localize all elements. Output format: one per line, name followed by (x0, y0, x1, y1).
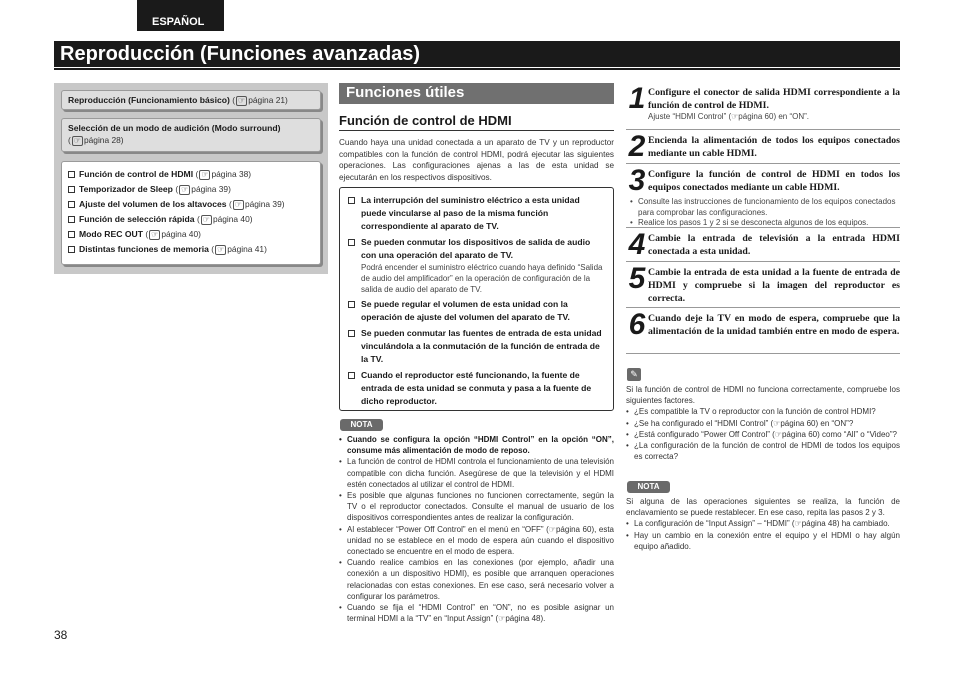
feature-item: Se pueden conmutar las fuentes de entrada de esta unidad vinculándola a la conmutación de la función de entrada de la TV. (348, 327, 603, 366)
hand-pointer-icon: ☞ (202, 215, 210, 224)
step-3 (626, 164, 900, 228)
note-item: • Cuando se configura la opción “HDMI Control” en la opción “ON”, consume más alimentación de modo de reposo. (339, 434, 614, 456)
tip-item: • ¿Se ha configurado el “HDMI Control” (☞página 60) en “ON”? (626, 418, 900, 429)
hand-pointer-icon: ☞ (73, 136, 81, 145)
nav-item-quick-select[interactable]: Función de selección rápida ( ☞ página 40) (68, 213, 314, 228)
intro-paragraph: Cuando haya una unidad conectada a un aparato de TV y un reproductor compatibles con la función de control HDMI, podrá ejecutar las siguientes operaciones. Las configuraciones ajenas a las de esta unidad se ejecutarán en los respectivos dispositivos. (339, 138, 614, 182)
subsection-heading: Función de control de HDMI (339, 113, 512, 128)
step-number: 6 (628, 308, 646, 341)
step-text: Cuando deje la TV en modo de espera, compruebe que la alimentación de la unidad también entre en modo de espera. (648, 313, 900, 337)
checkbox-icon (68, 246, 75, 253)
step-bullet: • Consulte las instrucciones de funcionamiento de los equipos conectados para comprobar las configuraciones. (630, 197, 900, 218)
section-heading: Funciones útiles (339, 83, 614, 104)
nav-card-surround-mode[interactable] (61, 118, 321, 152)
reset-item: • Hay un cambio en la conexión entre el equipo y el HDMI o hay algún equipo añadido. (626, 530, 900, 552)
checkbox-icon (348, 301, 355, 308)
reset-item: • La configuración de “Input Assign” – “HDMI” (☞página 48) ha cambiado. (626, 518, 900, 529)
step-2 (626, 130, 900, 164)
step-1 (626, 82, 900, 130)
tips-intro: Si la función de control de HDMI no funciona correctamente, compruebe los siguientes factores. (626, 385, 900, 406)
step-text: Encienda la alimentación de todos los equipos conectados mediante un cable HDMI. (648, 135, 900, 159)
features-box (339, 187, 614, 411)
step-detail: Ajuste “HDMI Control” (☞página 60) en “ON”. (648, 112, 809, 121)
nav-item-sleep-timer[interactable]: Temporizador de Sleep ( ☞ página 39) (68, 183, 314, 198)
hand-pointer-icon: ☞ (181, 185, 189, 194)
pencil-icon: ✎ (627, 368, 641, 381)
subsection-divider (339, 130, 614, 131)
note-item: • Cuando se fija el “HDMI Control” en “ON”, no es posible asignar un terminal HDMI a la “TV” en “Input Assign” (☞página 48). (339, 602, 614, 624)
note-item: • La función de control de HDMI controla el funcionamiento de una televisión compatible con dicha función. Asegúrese de que la televisión y el HDMI estén conectados al utilizar el control de HDMI. (339, 456, 614, 490)
hand-pointer-icon: ☞ (217, 245, 225, 254)
nota-badge: NOTA (627, 481, 670, 493)
page-number: 38 (54, 628, 68, 642)
checkbox-icon (348, 239, 355, 246)
page-ref: ( ☞ página 28) (68, 135, 124, 145)
checkbox-icon (68, 201, 75, 208)
tip-item: • ¿Está configurado “Power Off Control” (☞página 60) como “All” o “Video”? (626, 429, 900, 440)
nav-card-advanced-list (61, 161, 321, 265)
checkbox-icon (348, 197, 355, 204)
tip-item: • ¿La configuración de la función de control de HDMI de todos los equipos es correcta? (626, 440, 900, 462)
note-item: • Cuando realice cambios en las conexiones (por ejemplo, añadir una conexión a un dispositivo HDMI), es posible que arranquen operaciones relacionadas con estas conexiones. En ese caso, será necesario volver a configurar los parámetros. (339, 557, 614, 602)
step-text: Configure la función de control de HDMI en todos los equipos conectados mediante un cable HDMI. (648, 169, 900, 193)
feature-note: Podrá encender el suministro eléctrico cuando haya definido “Salida de audio del amplificador” en la operación de configuración de la salida de audio del aparato de TV. (361, 263, 603, 294)
note-item: • Al establecer “Power Off Control” en el menú en “OFF” (☞página 60), esta unidad no se establece en el modo de espera aún cuando el dispositivo conectado se encuentre en el modo de espera. (339, 524, 614, 558)
checkbox-icon (68, 171, 75, 178)
step-text: Cambie la entrada de televisión a la entrada HDMI conectada a esta unidad. (648, 233, 900, 257)
step-text: Configure el conector de salida HDMI correspondiente a la función de control de HDMI. (648, 87, 900, 111)
hand-pointer-icon: ☞ (238, 96, 246, 105)
related-pages-panel (54, 83, 328, 274)
step-bullet: • Realice los pasos 1 y 2 si se desconecta algunos de los equipos. (630, 218, 900, 229)
nav-card-label: Selección de un modo de audición (Modo surround) (68, 123, 281, 133)
step-text: Cambie la entrada de esta unidad a la fuente de entrada de HDMI y compruebe si la imagen del reproductor es correcta. (648, 267, 900, 304)
reset-notes (626, 496, 900, 552)
feature-item: La interrupción del suministro eléctrico a esta unidad puede vincularse al paso de la misma función correspondiente al aparato de TV. (348, 194, 603, 233)
feature-item: Se puede regular el volumen de esta unidad con la operación de ajuste del volumen del aparato de TV. (348, 298, 603, 324)
note-item: • Es posible que algunas funciones no funcionen correctamente, según la TV o el reproductor conectados. Consulte el manual de usuario de los dispositivos correspondientes antes de realizar la configuración. (339, 490, 614, 524)
page-ref: ( ☞ página 21) (232, 95, 288, 105)
reset-intro: Si alguna de las operaciones siguientes se realiza, la función de enclavamiento se puede restablecer. En ese caso, repita las pasos 2 y 3. (626, 497, 900, 518)
step-number: 2 (628, 130, 646, 163)
step-4 (626, 228, 900, 262)
checkbox-icon (68, 216, 75, 223)
nav-item-hdmi-control[interactable]: Función de control de HDMI ( ☞ página 38) (68, 168, 314, 183)
step-5 (626, 262, 900, 308)
language-tab: ESPAÑOL (137, 0, 224, 31)
hand-pointer-icon: ☞ (151, 230, 159, 239)
checkbox-icon (68, 231, 75, 238)
nav-item-memory-functions[interactable]: Distintas funciones de memoria ( ☞ página 41) (68, 243, 314, 258)
step-6 (626, 308, 900, 354)
nav-item-speaker-volume[interactable]: Ajuste del volumen de los altavoces ( ☞ página 39) (68, 198, 314, 213)
checkbox-icon (348, 330, 355, 337)
feature-item: Se pueden conmutar los dispositivos de salida de audio con una operación del aparato de TV. Podrá encender el suministro eléctrico cuando haya definido “Salida de audio del amplificador” en la operación de configuración de la salida de audio del aparato de TV. (348, 236, 603, 295)
checkbox-icon (68, 186, 75, 193)
steps-list (626, 82, 900, 354)
step-number: 3 (628, 164, 646, 197)
title-divider (54, 68, 900, 70)
step-number: 5 (628, 262, 646, 295)
page-title: Reproducción (Funciones avanzadas) (54, 41, 900, 67)
notes-list (339, 434, 614, 624)
nav-card-label: Reproducción (Funcionamiento básico) (68, 95, 230, 105)
checkbox-icon (348, 372, 355, 379)
feature-item: Cuando el reproductor esté funcionando, la fuente de entrada de esta unidad se conmuta y pasa a la fuente de dicho reproductor. (348, 369, 603, 408)
hand-pointer-icon: ☞ (234, 200, 242, 209)
step-number: 4 (628, 228, 646, 261)
nav-card-basic-playback[interactable] (61, 90, 321, 110)
nav-item-rec-out[interactable]: Modo REC OUT ( ☞ página 40) (68, 228, 314, 243)
step-number: 1 (628, 82, 646, 115)
tip-item: • ¿Es compatible la TV o reproductor con la función de control HDMI? (626, 406, 900, 417)
nota-badge: NOTA (340, 419, 383, 431)
hand-pointer-icon: ☞ (201, 170, 209, 179)
tips-list (626, 384, 900, 462)
